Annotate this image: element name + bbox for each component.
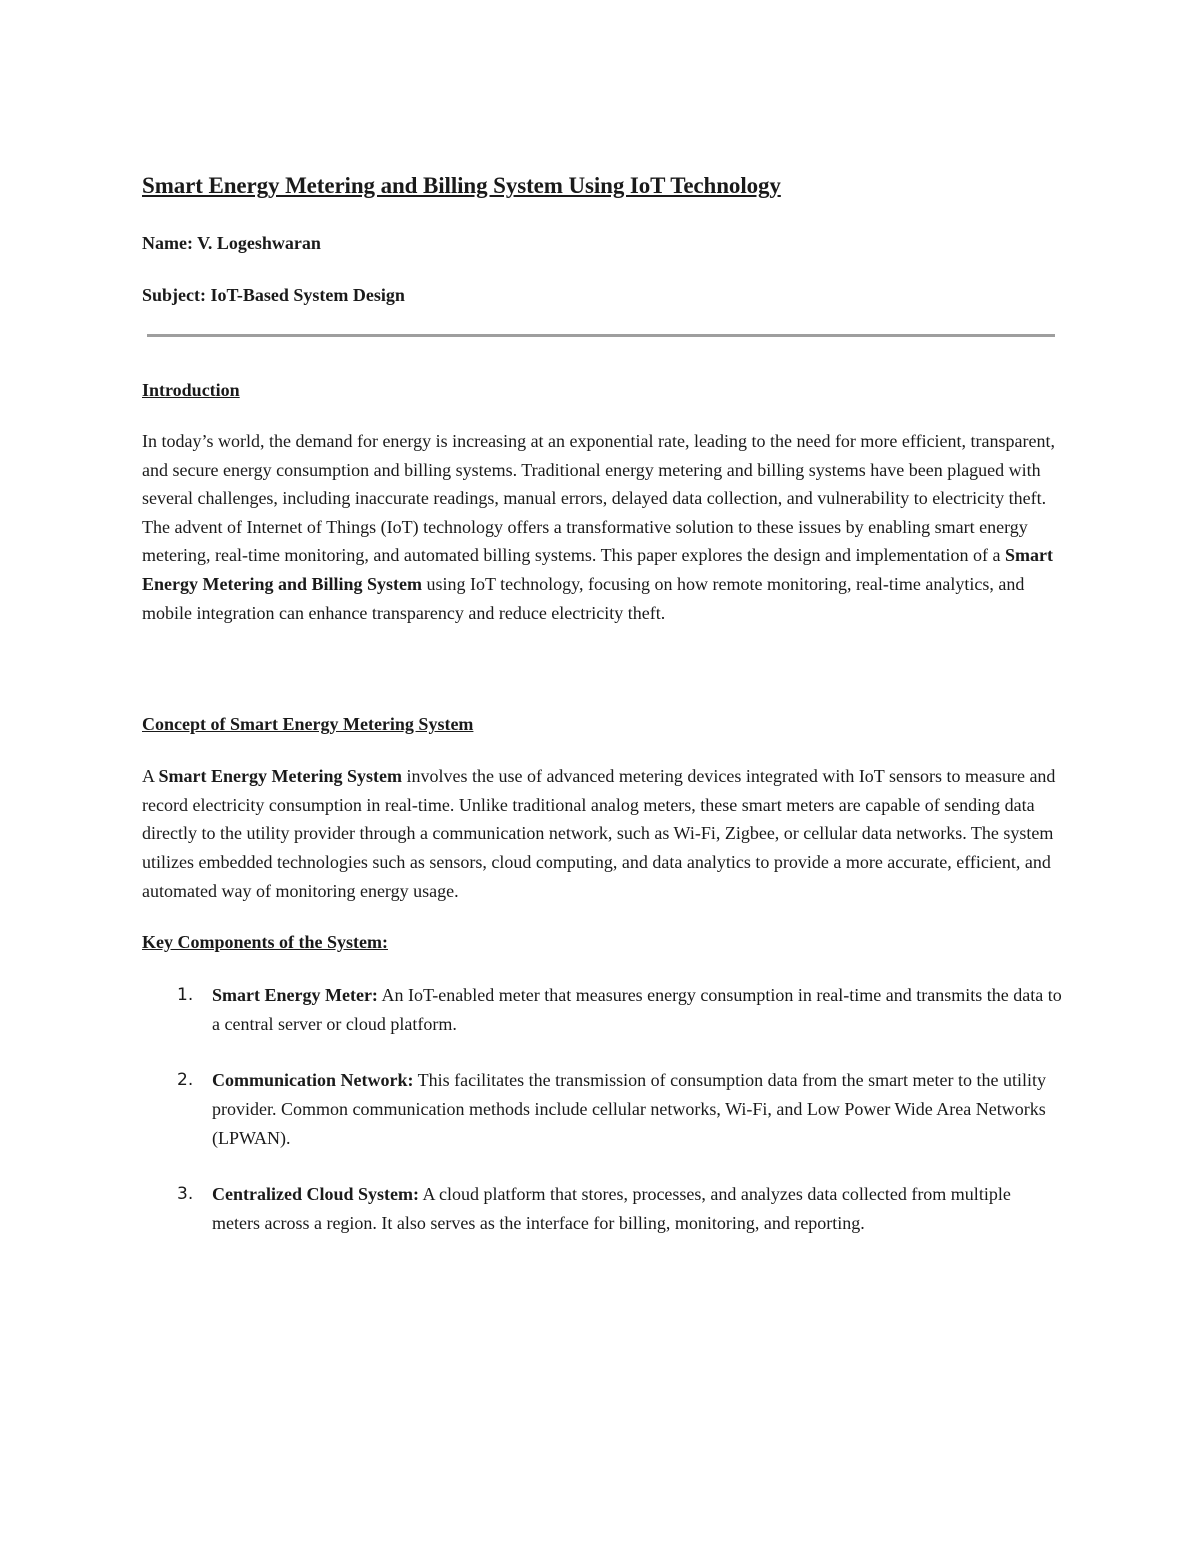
intro-text-1: In today’s world, the demand for energy is increasing at an exponential rate, leading to the need for more efficient, transparent, and secure energy consumption and billing systems. Traditional energy metering and billing systems have been plagued with several challenges, including inaccurate readings, manual errors, delayed data collection, and vulnerability to electricity theft. The advent of Internet of Things (IoT) technology offers a transformative solution to these issues by enabling smart energy metering, real-time monitoring, and automated billing systems. This paper explores the design and implementation of a bbox=[142, 431, 1056, 566]
concept-heading: Concept of Smart Energy Metering System bbox=[142, 714, 474, 735]
list-item-number: 1. bbox=[177, 985, 194, 1006]
list-item-term: Smart Energy Meter: bbox=[212, 985, 378, 1006]
list-item-text: A cloud platform that stores, processes, and analyzes data collected from multiple meters across a region. It also serves as the interface for billing, monitoring, and reporting. bbox=[212, 1184, 1011, 1233]
list-item-term: Communication Network: bbox=[212, 1070, 414, 1091]
document-title: Smart Energy Metering and Billing System Using IoT Technology bbox=[142, 173, 781, 198]
intro-bold-term: Smart Energy Metering and Billing System bbox=[142, 545, 1053, 594]
subject-label: Subject: bbox=[142, 285, 206, 305]
name-label: Name: bbox=[142, 233, 193, 253]
list-item bbox=[142, 981, 1062, 1038]
subject-value: IoT-Based System Design bbox=[210, 285, 405, 305]
list-item bbox=[142, 1066, 1062, 1152]
list-item-text: An IoT-enabled meter that measures energy consumption in real-time and transmits the data to a central server or cloud platform. bbox=[212, 985, 1062, 1034]
key-components-heading: Key Components of the System: bbox=[142, 932, 388, 953]
list-item-text: This facilitates the transmission of consumption data from the smart meter to the utility provider. Common communication methods include cellular networks, Wi-Fi, and Low Power Wide Area Networks (LPWAN). bbox=[212, 1070, 1047, 1148]
concept-text-2: involves the use of advanced metering devices integrated with IoT sensors to measure and record electricity consumption in real-time. Unlike traditional analog meters, these smart meters are capable of sending data directly to the utility provider through a communication network, such as Wi-Fi, Zigbee, or cellular data networks. The system utilizes embedded technologies such as sensors, cloud computing, and data analytics to provide a more accurate, efficient, and automated way of monitoring energy usage. bbox=[142, 766, 1056, 901]
list-item-number: 2. bbox=[177, 1070, 194, 1091]
components-list bbox=[142, 981, 1062, 1237]
concept-text-1: A bbox=[142, 766, 159, 787]
author-line bbox=[142, 230, 1062, 256]
list-item-number: 3. bbox=[177, 1184, 194, 1205]
horizontal-divider bbox=[147, 334, 1055, 337]
document-page bbox=[142, 168, 1062, 1265]
introduction-heading: Introduction bbox=[142, 380, 240, 400]
introduction-paragraph bbox=[142, 427, 1062, 627]
concept-paragraph bbox=[142, 762, 1062, 905]
author-name: V. Logeshwaran bbox=[197, 233, 321, 253]
list-item-term: Centralized Cloud System: bbox=[212, 1184, 419, 1205]
concept-bold-term: Smart Energy Metering System bbox=[158, 766, 402, 787]
intro-text-2: using IoT technology, focusing on how remote monitoring, real-time analytics, and mobile integration can enhance transparency and reduce electricity theft. bbox=[142, 573, 1025, 623]
subject-line bbox=[142, 282, 1062, 308]
list-item bbox=[142, 1180, 1062, 1237]
